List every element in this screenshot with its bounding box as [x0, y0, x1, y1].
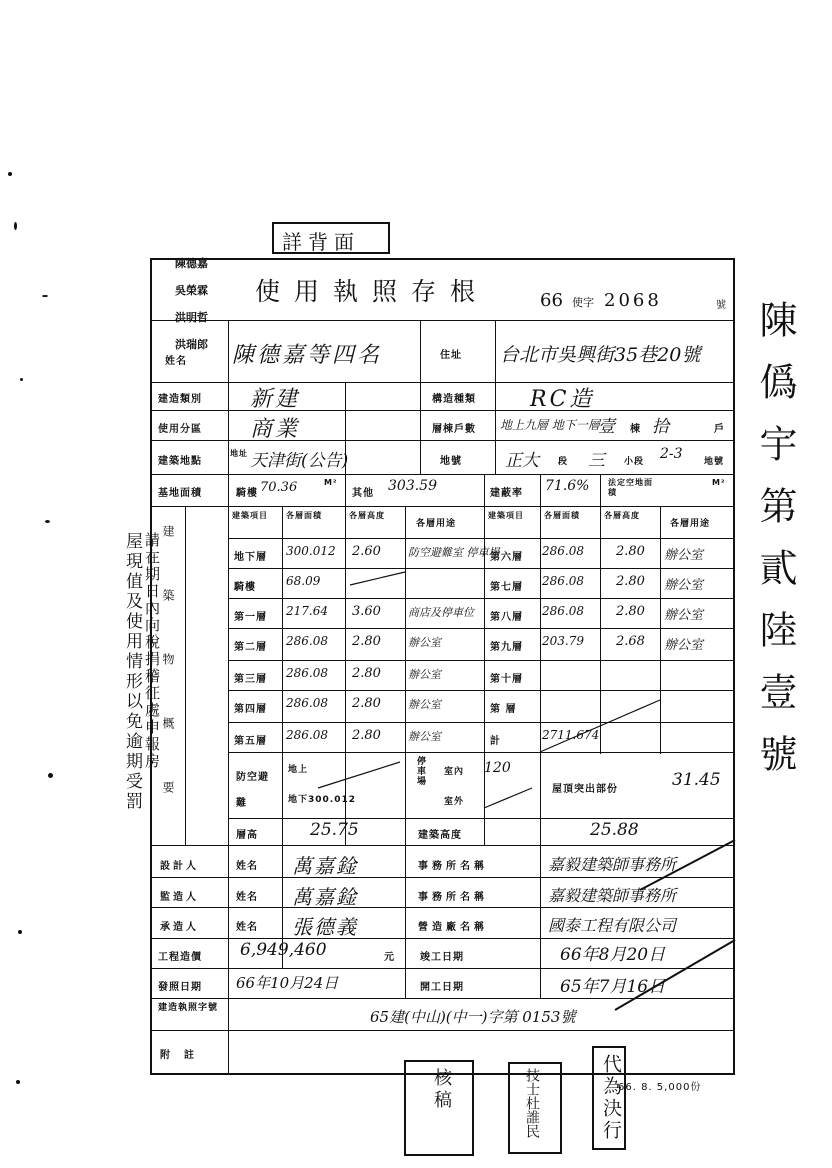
- floor-height: 25.75: [310, 820, 359, 840]
- office-label: 事務所名稱: [418, 861, 488, 872]
- person-name-label: 姓名: [236, 922, 258, 933]
- floor-height: 3.60: [352, 604, 381, 619]
- col-head-area: 各層面積: [286, 511, 322, 520]
- person-role: 設計人: [160, 861, 199, 872]
- floor-use: 商店及停車位: [408, 606, 474, 619]
- units-count: 壹: [598, 417, 615, 437]
- note-label: 附註: [160, 1050, 208, 1061]
- section: 正大: [505, 451, 539, 471]
- unit-m2: M²: [712, 478, 726, 487]
- license-word: 使字: [572, 296, 594, 309]
- other-label: 其他: [352, 488, 374, 499]
- floors-label: 層棟戶數: [432, 424, 476, 435]
- floor-name: 計: [490, 736, 501, 747]
- col-head-area: 各層面積: [544, 511, 580, 520]
- col-head-item: 建築項目: [232, 511, 268, 520]
- delegated-stamp-text: 代為決行: [600, 1054, 622, 1142]
- roof-label: 屋頂突出部份: [552, 784, 618, 795]
- floor-name: 第九層: [490, 642, 523, 653]
- units-word: 棟: [630, 424, 641, 435]
- person-name: 萬嘉鍂: [292, 854, 358, 878]
- person-name: 張德義: [292, 915, 358, 939]
- cost-value: 6,949,460: [240, 940, 327, 960]
- office-name: 國泰工程有限公司: [548, 916, 677, 935]
- owner-addr-label: 住址: [440, 350, 462, 361]
- section-word: 段: [558, 457, 569, 467]
- use-zone: 商業: [250, 417, 301, 442]
- floor-height: 2.60: [352, 544, 381, 559]
- build-type-label: 建造類別: [158, 394, 202, 405]
- build-type: 新建: [250, 387, 301, 412]
- col-head-use: 各層用途: [416, 519, 457, 529]
- floor-height: 2.80: [616, 574, 645, 589]
- person-name-label: 姓名: [236, 892, 258, 903]
- license-year: 66: [540, 290, 563, 311]
- floor-area: 2711.674: [542, 728, 600, 742]
- floor-area: 203.79: [542, 634, 584, 648]
- floor-use: 辦公室: [664, 548, 704, 563]
- person-name: 萬嘉鍂: [292, 885, 358, 909]
- floor-name: 第四層: [234, 704, 267, 715]
- lot-numbers: 2-3: [660, 446, 683, 462]
- floor-name: 第一層: [234, 612, 267, 623]
- structure: RC造: [530, 387, 595, 412]
- floor-use: 辦公室: [664, 638, 704, 653]
- households: 拾: [652, 417, 669, 437]
- shelter-above: 地上: [288, 765, 309, 775]
- completion-label: 竣工日期: [420, 952, 464, 963]
- floor-area: 286.08: [542, 544, 584, 558]
- floor-area: 286.08: [286, 728, 328, 742]
- other-area: 303.59: [388, 478, 437, 494]
- structure-label: 構造種類: [432, 394, 476, 405]
- floor-area: 286.08: [286, 666, 328, 680]
- arcade-area: 70.36: [260, 480, 298, 495]
- office-name: 嘉毅建築師事務所: [548, 886, 677, 905]
- col-head-item: 建築項目: [488, 511, 524, 520]
- floor-area: 286.08: [286, 696, 328, 710]
- owner-name: 陳德嘉等四名: [232, 343, 383, 368]
- floor-name: 第五層: [234, 736, 267, 747]
- site-address: 天津街(公告): [250, 451, 349, 471]
- floor-use: 辦公室: [664, 608, 704, 623]
- households-word: 戶: [714, 424, 725, 435]
- parking-label: 停車場: [415, 756, 425, 786]
- owner-name-label: 姓名: [165, 356, 187, 367]
- floor-area: 286.08: [286, 634, 328, 648]
- floor-area: 68.09: [286, 574, 321, 588]
- permit-value: 65建(中山)(中一)字第 0153號: [370, 1008, 576, 1026]
- floor-name: 第七層: [490, 582, 523, 593]
- person-role: 承造人: [160, 922, 199, 933]
- site-lot-label: 地號: [440, 456, 462, 467]
- floor-use: 辦公室: [664, 578, 704, 593]
- unit-m2: M²: [324, 478, 338, 487]
- floor-height: 2.80: [616, 604, 645, 619]
- coverage: 71.6%: [545, 478, 590, 494]
- office-name: 嘉毅建築師事務所: [548, 855, 677, 874]
- engineer-stamp-text: 技士杜誰民: [524, 1068, 540, 1138]
- floor-name: 第六層: [490, 552, 523, 563]
- floor-name: 第二層: [234, 642, 267, 653]
- person-name-label: 姓名: [236, 861, 258, 872]
- header-name: 陳德嘉: [175, 257, 208, 270]
- shelter-label: 防空避難: [236, 772, 269, 809]
- col-head-use: 各層用途: [670, 519, 711, 529]
- floor-area: 286.08: [542, 604, 584, 618]
- parking-indoor: 室內: [444, 767, 465, 777]
- subsection: 三: [588, 451, 605, 471]
- cost-label: 工程造價: [158, 952, 202, 963]
- issue-label: 發照日期: [158, 982, 202, 993]
- floor-name: 第 層: [490, 704, 517, 715]
- permit-label: 建造執照字號: [158, 1003, 219, 1013]
- col-head-height: 各層高度: [604, 511, 640, 520]
- coverage-label: 建蔽率: [490, 488, 523, 499]
- floor-use: 辦公室: [408, 668, 441, 681]
- floor-height: 2.80: [352, 666, 381, 681]
- review-stamp-text: 核稿: [431, 1068, 452, 1112]
- roof-value: 31.45: [672, 770, 721, 790]
- left-margin-note: 屋現值及使用情形以免逾期受罰: [122, 532, 142, 812]
- building-height: 25.88: [590, 820, 639, 840]
- office-label: 營造廠名稱: [418, 922, 488, 933]
- parking-outdoor: 室外: [444, 797, 465, 807]
- floor-use: 辦公室: [408, 698, 441, 711]
- start-label: 開工日期: [420, 982, 464, 993]
- parking-indoor-value: 120: [484, 760, 511, 776]
- floor-height: 2.68: [616, 634, 645, 649]
- col-head-height: 各層高度: [349, 511, 385, 520]
- license-suffix: 號: [716, 300, 726, 311]
- left-margin-note-2: 請在期日內向稅捐稽征處申報房: [143, 532, 161, 770]
- site-addr-label: 地址: [230, 449, 248, 458]
- license-number: 2068: [604, 290, 662, 311]
- header-name: 吳榮霖: [175, 284, 208, 297]
- right-margin-stamp: 陳僞宇第貳陸壹號: [753, 300, 797, 796]
- floor-height: 2.80: [352, 728, 381, 743]
- person-role: 監造人: [160, 892, 199, 903]
- arcade-label: 騎樓: [236, 488, 258, 499]
- cost-unit: 元: [384, 952, 395, 963]
- building-summary-label: 建築物概要: [161, 525, 175, 845]
- owner-address: 台北市吳興街35巷20號: [500, 344, 701, 366]
- floor-height-label: 層高: [236, 830, 258, 841]
- print-note: 66. 8. 5,000份: [618, 1082, 702, 1093]
- floor-use: 辦公室: [408, 730, 441, 743]
- floor-height: 2.80: [352, 696, 381, 711]
- floor-use: 防空避難室 停車場: [408, 546, 500, 559]
- office-label: 事務所名稱: [418, 892, 488, 903]
- floor-name: 騎樓: [234, 582, 256, 593]
- floor-height: 2.80: [616, 544, 645, 559]
- header-name: 洪明哲: [175, 311, 208, 324]
- subsection-word: 小段: [624, 457, 645, 467]
- header-name: 洪瑞郎: [175, 338, 208, 351]
- floor-area: 217.64: [286, 604, 328, 618]
- document-title: 使用執照存根: [255, 277, 490, 306]
- base-area-label: 基地面積: [158, 488, 202, 499]
- floor-name: 地下層: [234, 552, 267, 563]
- floors-count: 地上九層 地下一層: [500, 418, 600, 432]
- site-label: 建築地點: [158, 456, 202, 467]
- lot-word: 地號: [704, 457, 725, 467]
- shelter-below: 地下300.012: [288, 795, 356, 805]
- use-zone-label: 使用分區: [158, 424, 202, 435]
- issue-date: 66年10月24日: [236, 974, 339, 992]
- floor-use: 辦公室: [408, 636, 441, 649]
- floor-area: 300.012: [286, 544, 336, 558]
- floor-height: 2.80: [352, 634, 381, 649]
- floor-name: 第十層: [490, 674, 523, 685]
- start-date: 65年7月16日: [560, 977, 666, 997]
- legal-open-label: 法定空地面積: [608, 478, 653, 497]
- completion-date: 66年8月20日: [560, 945, 666, 965]
- floor-name: 第三層: [234, 674, 267, 685]
- detail-back-text: 詳背面: [282, 230, 360, 254]
- floor-area: 286.08: [542, 574, 584, 588]
- building-height-label: 建築高度: [418, 830, 462, 841]
- floor-name: 第八層: [490, 612, 523, 623]
